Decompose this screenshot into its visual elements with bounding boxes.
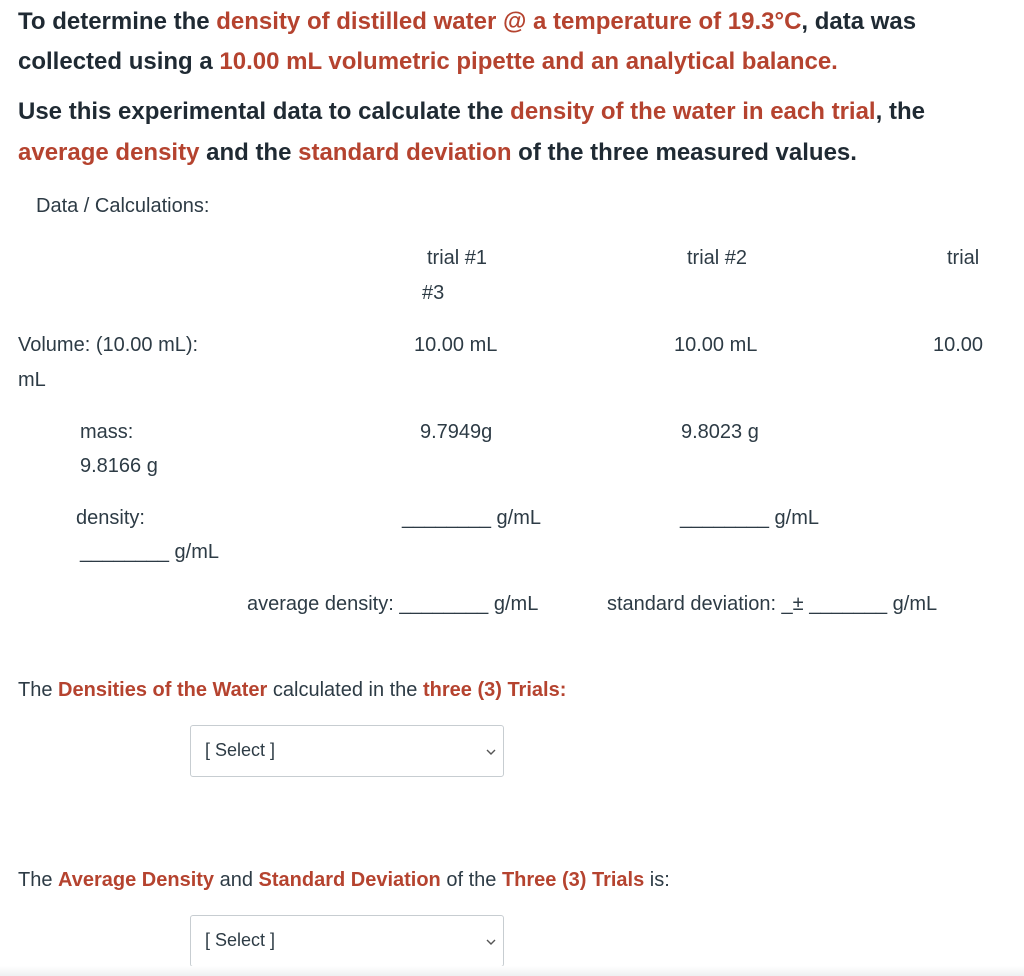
trial-2-header: trial #2: [687, 247, 748, 269]
question-2-select-value: [ Select ]: [205, 930, 276, 950]
density-label: density:: [76, 507, 145, 529]
text-run-2: and: [214, 869, 259, 891]
trial-3-header: trial: [947, 247, 980, 269]
text-run-3: 10.00 mL volumetric pipette and an analytical balance.: [219, 48, 838, 75]
average-density-label: average density: ________ g/mL: [247, 593, 539, 615]
text-run-2: , the: [875, 98, 925, 125]
data-calculations-label: Data / Calculations:: [36, 195, 210, 217]
question-1-select-value: [ Select ]: [205, 740, 276, 760]
question-2-prompt: [18, 869, 670, 892]
text-run-3: average density: [18, 139, 200, 166]
text-run-2: calculated in the: [267, 679, 423, 701]
text-run-3: Standard Deviation: [258, 869, 441, 891]
text-run-2: , data was collected using a: [18, 8, 917, 75]
question-2-select[interactable]: [190, 915, 504, 967]
intro-paragraph-1: [18, 2, 1008, 82]
mass-trial-3: 9.8166 g: [80, 455, 158, 477]
volume-label: Volume: (10.00 mL):: [18, 334, 199, 356]
density-blank-trial-2: ________ g/mL: [680, 507, 820, 529]
chevron-down-icon: [485, 936, 497, 948]
text-run-5: Three (3) Trials: [501, 869, 645, 891]
chevron-down-icon: [485, 746, 497, 758]
trial-3-header-wrap: #3: [422, 282, 445, 304]
volume-trial-2: 10.00 mL: [674, 334, 758, 356]
text-run-0: The: [18, 869, 59, 891]
question-1-prompt: [18, 679, 566, 702]
text-run-4: of the: [440, 869, 502, 891]
standard-deviation-label: standard deviation: _± _______ g/mL: [607, 593, 938, 615]
text-run-0: Use this experimental data to calculate the: [18, 98, 511, 125]
text-run-0: To determine the: [18, 8, 217, 35]
mass-label: mass:: [80, 421, 134, 443]
intro-paragraph-2: [18, 91, 1008, 173]
mass-trial-1: 9.7949g: [420, 421, 493, 443]
text-run-6: of the three measured values.: [511, 139, 857, 166]
text-run-4: and the: [199, 139, 299, 166]
volume-trial-3: 10.00: [933, 334, 984, 356]
question-1-select[interactable]: [190, 725, 504, 777]
density-blank-trial-3: ________ g/mL: [80, 541, 220, 563]
bottom-edge: [0, 966, 1024, 976]
text-run-3: three (3) Trials:: [422, 679, 567, 701]
volume-unit-wrap: mL: [18, 369, 46, 391]
mass-trial-2: 9.8023 g: [681, 421, 759, 443]
trial-1-header: trial #1: [427, 247, 488, 269]
text-run-1: Densities of the Water: [58, 679, 268, 701]
text-run-0: The: [18, 679, 59, 701]
text-run-1: density of distilled water @ a temperature of 19.3°C: [216, 8, 802, 35]
volume-trial-1: 10.00 mL: [414, 334, 498, 356]
text-run-5: standard deviation: [298, 139, 512, 166]
text-run-6: is:: [644, 869, 670, 891]
text-run-1: Average Density: [58, 869, 215, 891]
density-blank-trial-1: ________ g/mL: [402, 507, 542, 529]
text-run-1: density of the water in each trial: [510, 98, 876, 125]
